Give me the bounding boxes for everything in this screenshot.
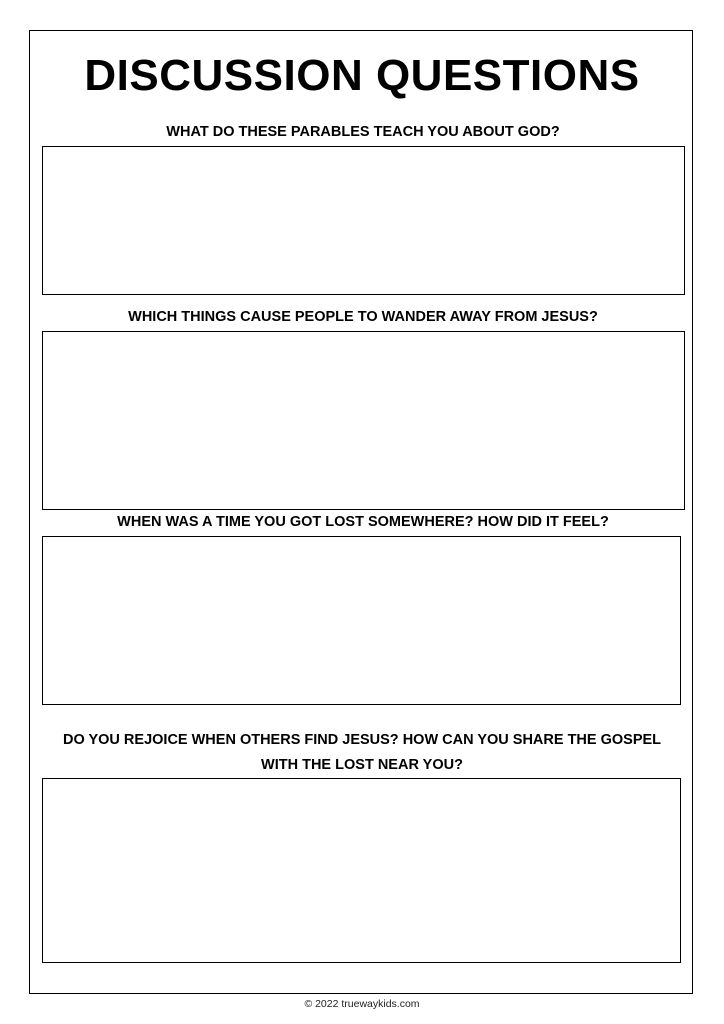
answer-box-3[interactable] <box>42 536 681 705</box>
copyright-footer: © 2022 truewaykids.com <box>304 998 420 1010</box>
answer-box-4[interactable] <box>42 778 681 963</box>
question-4-label: DO YOU REJOICE WHEN OTHERS FIND JESUS? HOW CAN YOU SHARE THE GOSPEL WITH THE LOST NEAR YOU? <box>62 732 662 773</box>
answer-box-2[interactable] <box>42 331 685 510</box>
answer-box-1[interactable] <box>42 146 685 295</box>
page-title: DISCUSSION QUESTIONS <box>84 51 640 100</box>
question-1-label: WHAT DO THESE PARABLES TEACH YOU ABOUT GOD? <box>166 124 560 140</box>
question-2-label: WHICH THINGS CAUSE PEOPLE TO WANDER AWAY FROM JESUS? <box>128 309 598 325</box>
question-3-label: WHEN WAS A TIME YOU GOT LOST SOMEWHERE? HOW DID IT FEEL? <box>117 514 609 530</box>
